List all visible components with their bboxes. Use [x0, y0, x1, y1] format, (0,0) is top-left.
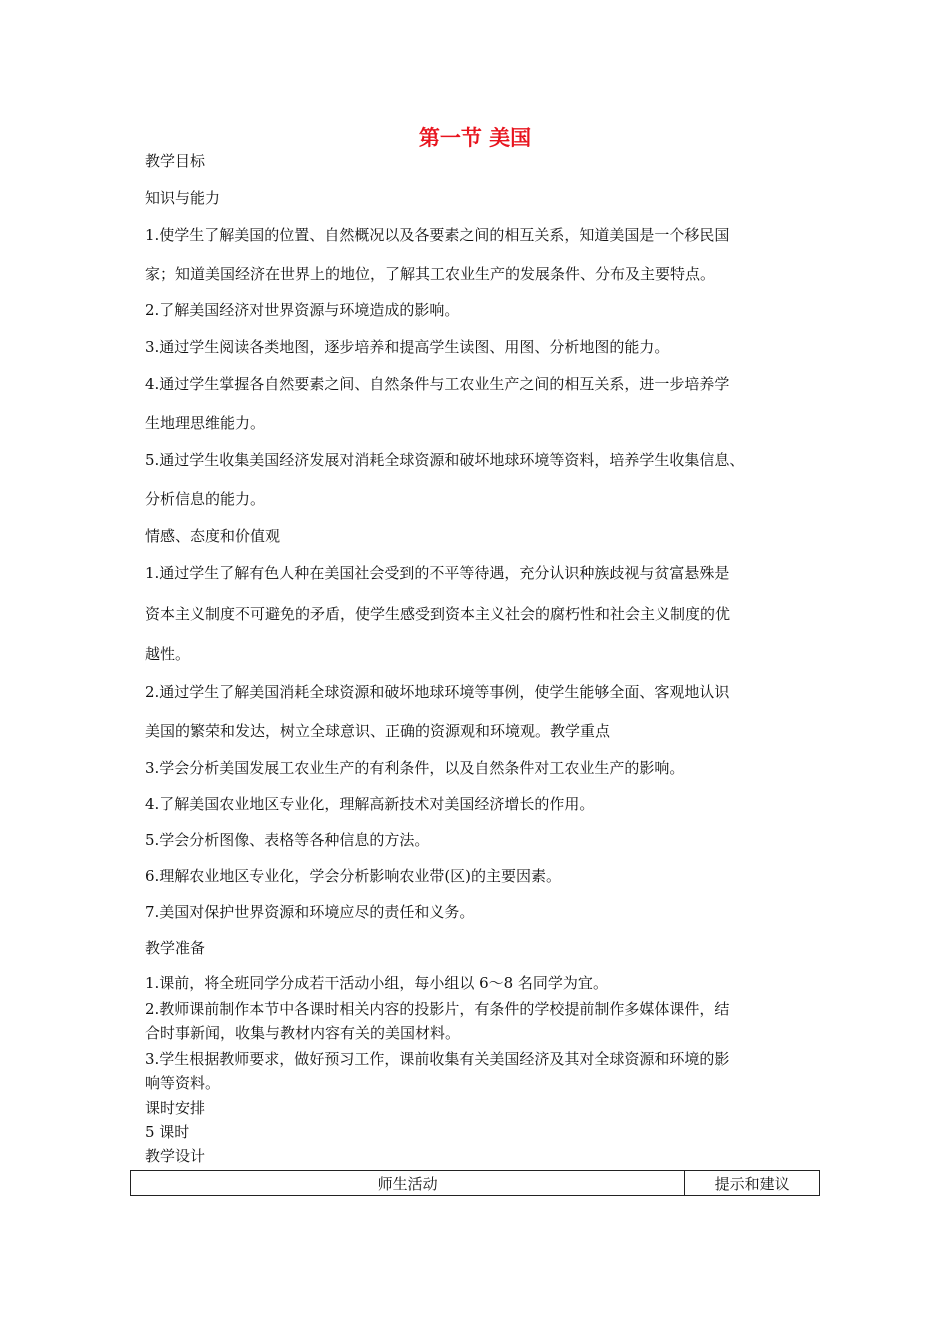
page-title: 第一节 美国 [418, 125, 532, 150]
text-line: 家；知道美国经济在世界上的地位，了解其工农业生产的发展条件、分布及主要特点。 [145, 265, 716, 283]
text-line: 响等资料。 [145, 1074, 221, 1092]
header-hints-suggestions: 提示和建议 [685, 1171, 820, 1196]
text-line: 2.通过学生了解美国消耗全球资源和破坏地球环境等事例，使学生能够全面、客观地认识 [145, 683, 730, 701]
text-line: 课时安排 [145, 1099, 206, 1117]
table-header-row [131, 1171, 820, 1196]
text-line: 1.课前，将全班同学分成若干活动小组，每小组以 6～8 名同学为宜。 [145, 974, 608, 992]
text-line: 情感、态度和价值观 [145, 527, 281, 545]
text-line: 4.通过学生掌握各自然要素之间、自然条件与工农业生产之间的相互关系，进一步培养学 [145, 375, 730, 393]
text-line: 分析信息的能力。 [145, 490, 266, 508]
text-line: 美国的繁荣和发达，树立全球意识、正确的资源观和环境观。教学重点 [145, 722, 611, 740]
text-line: 5.通过学生收集美国经济发展对消耗全球资源和破坏地球环境等资料，培养学生收集信息、 [145, 451, 745, 469]
text-line: 知识与能力 [145, 189, 221, 207]
text-line: 7.美国对保护世界资源和环境应尽的责任和义务。 [145, 903, 475, 921]
text-line: 教学目标 [145, 152, 206, 170]
text-line: 2.教师课前制作本节中各课时相关内容的投影片，有条件的学校提前制作多媒体课件，结 [145, 1000, 730, 1018]
text-line: 合时事新闻，收集与教材内容有关的美国材料。 [145, 1024, 461, 1042]
text-line: 资本主义制度不可避免的矛盾，使学生感受到资本主义社会的腐朽性和社会主义制度的优 [145, 605, 731, 623]
text-line: 5 课时 [145, 1123, 190, 1141]
teaching-design-table [130, 1170, 820, 1196]
text-line: 3.通过学生阅读各类地图，逐步培养和提高学生读图、用图、分析地图的能力。 [145, 338, 670, 356]
text-line: 教学设计 [145, 1147, 206, 1165]
text-line: 6.理解农业地区专业化，学会分析影响农业带(区)的主要因素。 [145, 867, 562, 885]
text-line: 5.学会分析图像、表格等各种信息的方法。 [145, 831, 430, 849]
text-line: 生地理思维能力。 [145, 414, 266, 432]
text-line: 越性。 [145, 645, 191, 663]
text-line: 教学准备 [145, 939, 206, 957]
text-line: 2.了解美国经济对世界资源与环境造成的影响。 [145, 301, 460, 319]
text-line: 4.了解美国农业地区专业化，理解高新技术对美国经济增长的作用。 [145, 795, 595, 813]
text-line: 1.使学生了解美国的位置、自然概况以及各要素之间的相互关系，知道美国是一个移民国 [145, 226, 730, 244]
header-teacher-student-activity: 师生活动 [131, 1171, 685, 1196]
text-line: 1.通过学生了解有色人种在美国社会受到的不平等待遇，充分认识种族歧视与贫富悬殊是 [145, 564, 730, 582]
text-line: 3.学生根据教师要求，做好预习工作，课前收集有关美国经济及其对全球资源和环境的影 [145, 1050, 730, 1068]
text-line: 3.学会分析美国发展工农业生产的有利条件，以及自然条件对工农业生产的影响。 [145, 759, 685, 777]
